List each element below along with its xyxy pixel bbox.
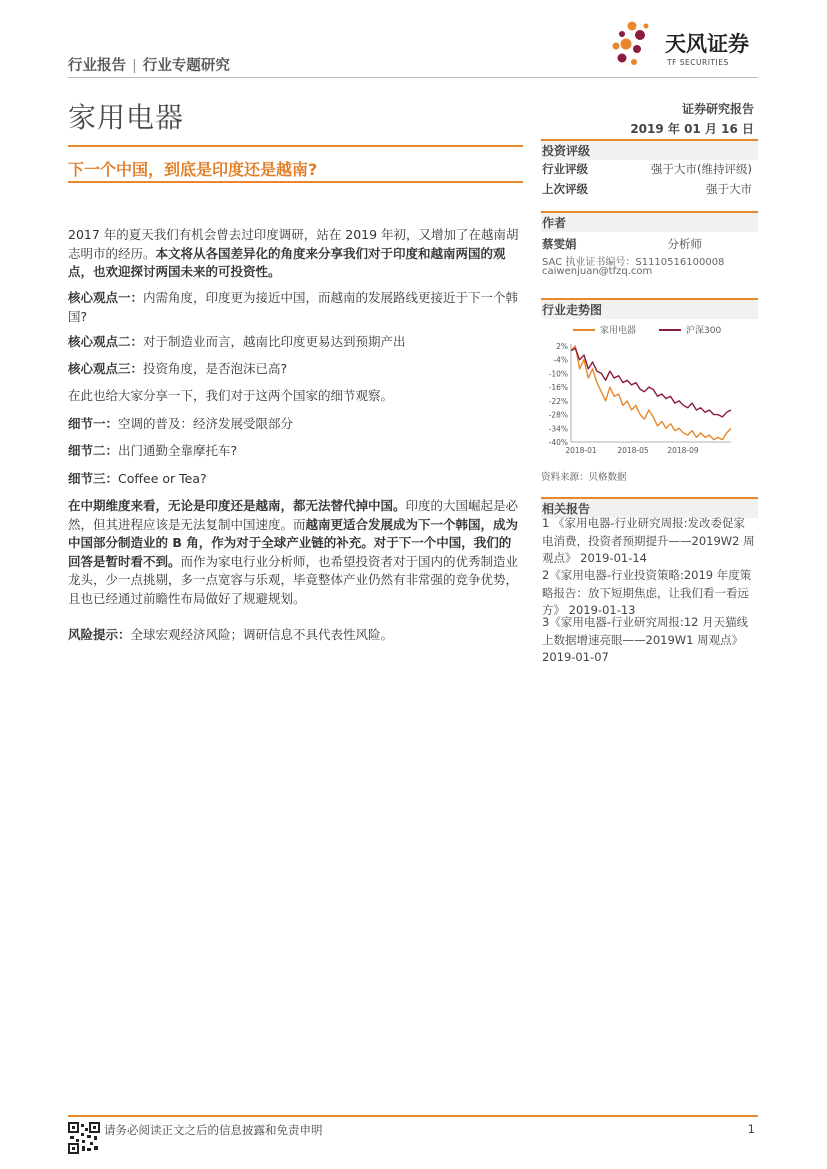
- detail-3: [68, 470, 523, 489]
- y-tick-label: -16%: [548, 383, 568, 393]
- y-tick-label: -28%: [548, 410, 568, 420]
- y-tick-label: -22%: [548, 396, 568, 406]
- detail-1: [68, 415, 523, 434]
- core-view-1: [68, 289, 523, 326]
- risk-label: 风险提示：: [68, 627, 131, 642]
- detail-1-label: 细节一：: [68, 416, 119, 431]
- legend-label: 家用电器: [600, 326, 637, 336]
- footer-divider: [68, 1115, 758, 1117]
- author-row: [542, 236, 702, 252]
- core-view-1-label: 核心观点一：: [68, 290, 144, 305]
- page-number: 1: [747, 1122, 755, 1136]
- logo-text-en: TF SECURITIES: [667, 58, 729, 67]
- related-report-2[interactable]: 2《家用电器-行业投资策略:2019 年度策略报告：放下短期焦虑，让我们看一看远方》 2019-01-13: [542, 568, 752, 617]
- x-tick-label: 2018-01: [565, 446, 597, 455]
- core-view-2: [68, 333, 523, 352]
- author-title: 分析师: [667, 237, 702, 251]
- risk-warning: [68, 626, 523, 645]
- intro-text: 2017 年的夏天我们有机会曾去过印度调研，站在 2019 年初，又增加了在越南胡志明市的经历。: [68, 227, 519, 261]
- industry-title: 家用电器: [68, 101, 185, 134]
- conclusion-text-1: 印度的大国崛起是必然，但其进程应该是无法复制中国速度。而: [68, 498, 519, 532]
- x-tick-label: 2018-05: [617, 446, 649, 455]
- core-view-3-label: 核心观点三：: [68, 361, 144, 376]
- author-sac-number: SAC 执业证书编号：S1110516100008: [542, 257, 725, 268]
- industry-rating-row: [542, 161, 752, 177]
- y-tick-label: -34%: [548, 424, 568, 434]
- detail-1-text: 空调的普及：经济发展受限部分: [118, 416, 294, 431]
- series-line-1: [571, 346, 731, 440]
- title-rule-top: [68, 145, 523, 147]
- y-tick-label: -40%: [548, 438, 568, 447]
- legend-label: 沪深300: [686, 326, 722, 336]
- report-title: 下一个中国，到底是印度还是越南?: [68, 160, 318, 179]
- chart-canvas: [541, 318, 758, 464]
- industry-rating-label: 行业评级: [542, 162, 588, 176]
- core-view-2-text: 对于制造业而言，越南比印度更易达到预期产出: [143, 334, 406, 349]
- rating-section-head: 投资评级: [541, 139, 758, 160]
- risk-text: 全球宏观经济风险；调研信息不具代表性风险。: [130, 627, 394, 642]
- conclusion-paragraph: [68, 497, 523, 608]
- y-tick-label: 2%: [556, 342, 568, 351]
- series-line-2: [571, 348, 731, 417]
- intro-paragraph: [68, 226, 523, 282]
- related-report-1[interactable]: 1 《家用电器-行业研究周报:发改委促家电消费，投资者预期提升——2019W2 周观点》 2019-01-14: [542, 516, 755, 565]
- author-section-head: 作者: [541, 211, 758, 232]
- last-rating-row: [542, 181, 752, 197]
- subcategory-label: 行业专题研究: [142, 58, 230, 74]
- intro-highlight: 本文将从各国差异化的角度来分享我们对于印度和越南两国的观点，也欢迎探讨两国未来的可投资性。: [68, 245, 506, 279]
- y-tick-label: -4%: [553, 355, 568, 365]
- core-view-3-text: 投资角度，是否泡沫已高?: [143, 361, 288, 376]
- last-rating-value: 强于大市: [706, 182, 752, 196]
- report-date: 2019 年 01 月 16 日: [630, 122, 754, 136]
- related-report-3[interactable]: 3《家用电器-行业研究周报:12 月天猫线上数据增速亮眼——2019W1 周观点》 2019-01-07: [542, 615, 749, 664]
- category-separator: |: [132, 58, 137, 74]
- conclusion-bold-1: 在中期维度来看，无论是印度还是越南，都无法替代掉中国。: [68, 498, 406, 513]
- core-view-2-label: 核心观点二：: [68, 334, 144, 349]
- chart-source: 资料来源：贝格数据: [541, 472, 627, 483]
- industry-trend-chart: [541, 318, 758, 464]
- report-category: [68, 54, 230, 75]
- core-view-1-text: 内需角度，印度更为接近中国，而越南的发展路线更接近于下一个韩国?: [68, 290, 519, 324]
- author-email[interactable]: caiwenjuan@tfzq.com: [542, 266, 653, 277]
- logo-dots-icon: [610, 18, 662, 73]
- category-label: 行业报告: [68, 58, 126, 74]
- conclusion-bold-2: 越南更适合发展成为下一个韩国，成为中国部分制造业的 B 角，作为对于全球产业链的补充。对于下一个中国，我们的回答是暂时看不到。: [68, 516, 519, 569]
- detail-3-text: Coffee or Tea?: [118, 471, 207, 486]
- industry-rating-value: 强于大市(维持评级): [651, 162, 752, 176]
- detail-2: [68, 442, 523, 461]
- title-rule-bottom: [68, 181, 523, 183]
- logo-text-cn: 天风证券: [665, 32, 749, 56]
- detail-2-label: 细节二：: [68, 443, 119, 458]
- related-section-head: 相关报告: [541, 497, 758, 518]
- header-divider: [68, 77, 758, 78]
- author-name: 蔡雯娟: [542, 237, 577, 251]
- qr-code-icon: [68, 1122, 100, 1154]
- chart-section-head: 行业走势图: [541, 298, 758, 319]
- conclusion-text-2: 而作为家电行业分析师，也希望投资者对于国内的优秀制造业龙头，少一点挑剔，多一点宽容与乐观，毕竟整体产业仍然有非常强的竞争优势，且也已经通过前瞻性布局做好了规避规划。: [68, 553, 519, 606]
- report-type: 证券研究报告: [681, 102, 754, 116]
- detail-intro: 在此也给大家分享一下，我们对于这两个国家的细节观察。: [68, 388, 394, 403]
- tf-securities-logo: [610, 18, 760, 73]
- detail-3-label: 细节三：: [68, 471, 119, 486]
- detail-2-text: 出门通勤全靠摩托车?: [118, 443, 238, 458]
- y-tick-label: -10%: [548, 369, 568, 379]
- last-rating-label: 上次评级: [542, 182, 588, 196]
- core-view-3: [68, 360, 523, 379]
- x-tick-label: 2018-09: [667, 446, 699, 455]
- disclaimer-note: 请务必阅读正文之后的信息披露和免责申明: [104, 1123, 323, 1137]
